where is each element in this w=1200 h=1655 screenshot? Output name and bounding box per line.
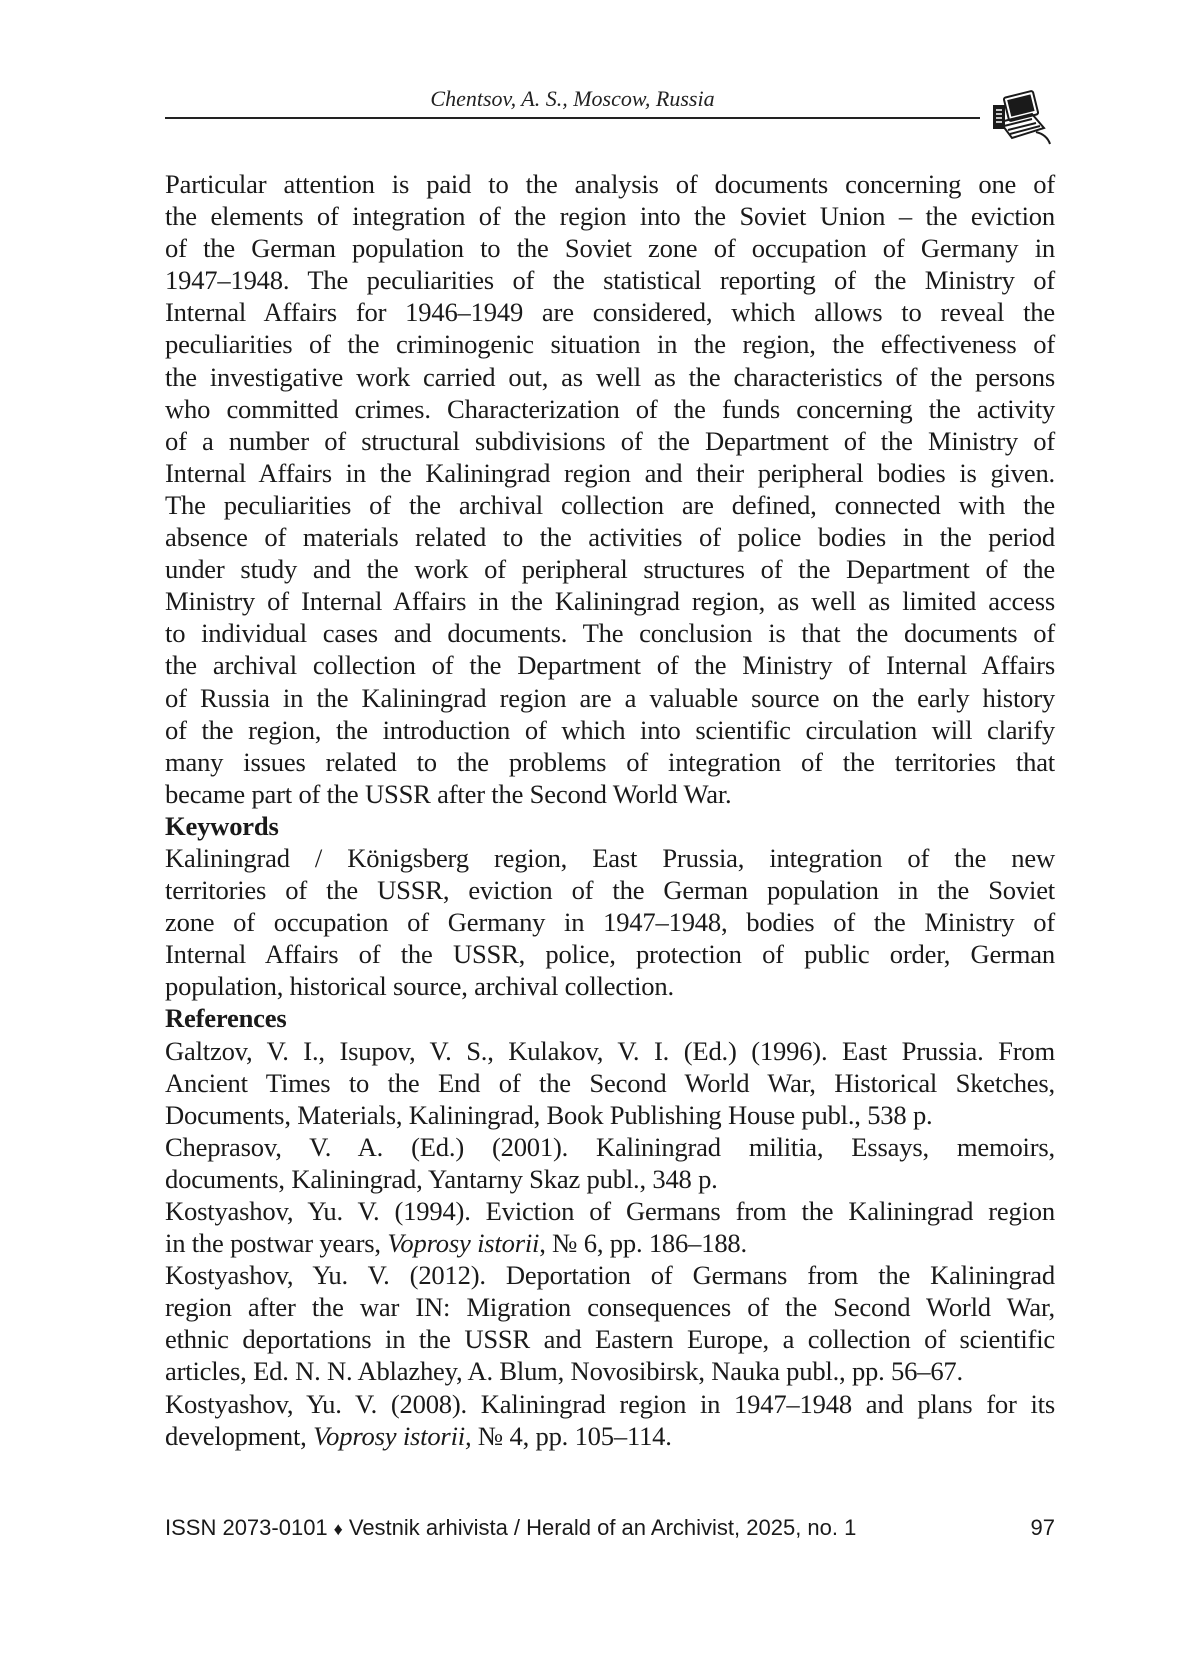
page-number: 97 [1030,1515,1055,1540]
reference-text: , № 6, pp. 186–188. [539,1228,747,1259]
abstract-line: The peculiarities of the archival collection are defined, connected with the [165,489,1055,520]
keywords-line: Kaliningrad / Königsberg region, East Prussia, integration of the new [165,842,1055,873]
journal-title: Voprosy istorii [387,1228,540,1259]
abstract-line: Internal Affairs for 1946–1949 are considered, which allows to reveal the [165,297,1055,328]
abstract-line: under study and the work of peripheral structures of the Department of the [165,554,1055,585]
reference-item [165,1131,1055,1195]
reference-text: № 4, pp. 105–114. [471,1420,672,1451]
abstract-line: many issues related to the problems of integration of the territories that [165,746,1055,777]
keywords-line: Internal Affairs of the USSR, police, protection of public order, German [165,939,1055,970]
abstract-line: Ministry of Internal Affairs in the Kaliningrad region, as well as limited access [165,586,1055,617]
reference-line: Kostyashov, Yu. V. (1994). Eviction of Germans from the Kaliningrad region [165,1196,1055,1226]
abstract-line: to individual cases and documents. The conclusion is that the documents of [165,618,1055,649]
references-list [165,1035,1055,1452]
abstract-line: the investigative work carried out, as well as the characteristics of the persons [165,361,1055,392]
journal-name: Vestnik arhivista / Herald of an Archivist, 2025, no. 1 [348,1515,857,1540]
reference-text: development, [165,1420,314,1451]
reference-line: documents, Kaliningrad, Yantarny Skaz publ., 348 p. [165,1163,718,1194]
abstract-line: Internal Affairs in the Kaliningrad region and their peripheral bodies is given. [165,457,1055,488]
abstract-line: 1947–1948. The peculiarities of the statistical reporting of the Ministry of [165,265,1055,296]
article-body [165,168,1055,1452]
abstract-line: of the region, the introduction of which into scientific circulation will clarify [165,714,1055,745]
reference-line: Ancient Times to the End of the Second World War, Historical Sketches, [165,1067,1055,1098]
reference-line: Kostyashov, Yu. V. (2012). Deportation of Germans from the Kaliningrad [165,1260,1055,1291]
reference-item [165,1035,1055,1131]
diamond-separator-icon: ♦ [333,1519,343,1539]
computer-archive-icon [992,88,1052,148]
abstract-line: of the German population to the Soviet zone of occupation of Germany in [165,233,1055,264]
reference-line: ethnic deportations in the USSR and Eastern Europe, a collection of scientific [165,1324,1055,1355]
reference-item [165,1259,1055,1387]
abstract-line: the elements of integration of the region into the Soviet Union – the eviction [165,201,1055,232]
abstract-paragraph [165,168,1055,810]
reference-item [165,1195,1055,1259]
reference-line: region after the war IN: Migration consequences of the Second World War, [165,1292,1055,1323]
header-rule [165,117,980,119]
keywords-line: territories of the USSR, eviction of the German population in the Soviet [165,875,1055,906]
reference-line [165,1420,1055,1452]
reference-item [165,1388,1055,1452]
issn: ISSN 2073-0101 [165,1515,328,1540]
keywords-paragraph [165,842,1055,1002]
footer-citation [165,1513,856,1544]
keywords-line: population, historical source, archival collection. [165,971,674,1002]
abstract-line: of a number of structural subdivisions of the Department of the Ministry of [165,425,1055,456]
abstract-line: absence of materials related to the activities of police bodies in the period [165,522,1055,553]
journal-title: Voprosy istorii, [313,1420,472,1451]
abstract-line: peculiarities of the criminogenic situation in the region, the effectiveness of [165,329,1055,360]
reference-line: Documents, Materials, Kaliningrad, Book Publishing House publ., 538 p. [165,1099,933,1130]
references-heading: References [165,1003,287,1034]
keywords-line: zone of occupation of Germany in 1947–1948, bodies of the Ministry of [165,907,1055,938]
reference-line: Cheprasov, V. A. (Ed.) (2001). Kaliningrad militia, Essays, memoirs, [165,1131,1055,1162]
running-title: Chentsov, A. S., Moscow, Russia [430,86,715,111]
abstract-line: became part of the USSR after the Second World War. [165,778,732,809]
reference-text: in the postwar years, [165,1228,388,1259]
reference-line: Galtzov, V. I., Isupov, V. S., Kulakov, V. I. (Ed.) (1996). East Prussia. From [165,1035,1055,1066]
abstract-line: who committed crimes. Characterization of the funds concerning the activity [165,393,1055,424]
reference-line [165,1227,1055,1259]
keywords-heading: Keywords [165,810,279,841]
reference-line: articles, Ed. N. N. Ablazhey, A. Blum, Novosibirsk, Nauka publ., pp. 56–67. [165,1356,963,1387]
abstract-line: the archival collection of the Department of the Ministry of Internal Affairs [165,650,1055,681]
abstract-line: of Russia in the Kaliningrad region are a valuable source on the early history [165,682,1055,713]
reference-line: Kostyashov, Yu. V. (2008). Kaliningrad region in 1947–1948 and plans for its [165,1388,1055,1419]
abstract-line: Particular attention is paid to the analysis of documents concerning one of [165,169,1055,199]
